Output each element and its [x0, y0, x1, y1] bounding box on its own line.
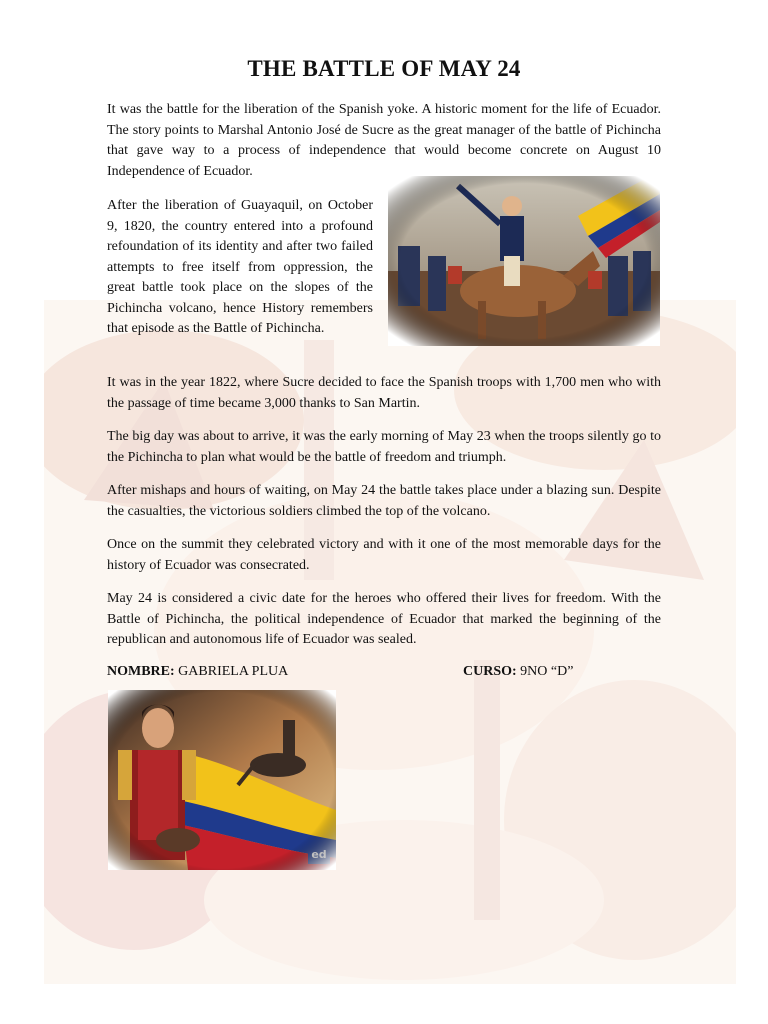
portrait-painting-image [108, 690, 336, 870]
paragraph-intro: It was the battle for the liberation of the Spanish yoke. A historic moment for the life of Ecuador. The story points to Marshal Antonio José de Sucre as the great manager of the battle of Pichincha that gave way to a process of independence that would become concrete on August 10 Independence of Ecuador. [107, 102, 661, 179]
course-value: 9NO “D” [520, 664, 574, 679]
student-info [107, 664, 661, 684]
page-title: THE BATTLE OF MAY 24 [247, 56, 521, 81]
paragraph-may-23: The big day was about to arrive, it was the early morning of May 23 when the troops silently go to the Pichincha to plan what would be the battle of freedom and triumph. [107, 429, 661, 465]
paragraph-summit: Once on the summit they celebrated victory and with it one of the most memorable days for the history of Ecuador was consecrated. [107, 537, 661, 573]
paragraph-guayaquil: After the liberation of Guayaquil, on October 9, 1820, the country entered into a profound refoundation of its identity and after two failed attempts to free itself from oppression, the great battle took place on the slopes of the Pichincha volcano, hence History remembers that episode as the Battle of Pichincha. [107, 198, 373, 336]
name-field [107, 664, 288, 680]
paragraph-may-24-battle: After mishaps and hours of waiting, on May 24 the battle takes place under a blazing sun. Despite the casualties, the victorious soldiers climbed the top of the volcano. [107, 483, 661, 519]
course-label: CURSO: [463, 664, 517, 679]
name-value: GABRIELA PLUA [178, 664, 289, 679]
paragraph-1822: It was in the year 1822, where Sucre decided to face the Spanish troops with 1,700 men who with the passage of time became 3,000 thanks to San Martin. [107, 375, 661, 411]
course-field [463, 664, 573, 680]
paragraph-civic-date: May 24 is considered a civic date for the heroes who offered their lives for freedom. With the Battle of Pichincha, the political independence of Ecuador that marked the beginning of the republican and autonomous life of Ecuador was sealed. [107, 591, 661, 647]
battle-painting-image [388, 176, 660, 346]
name-label: NOMBRE: [107, 664, 175, 679]
